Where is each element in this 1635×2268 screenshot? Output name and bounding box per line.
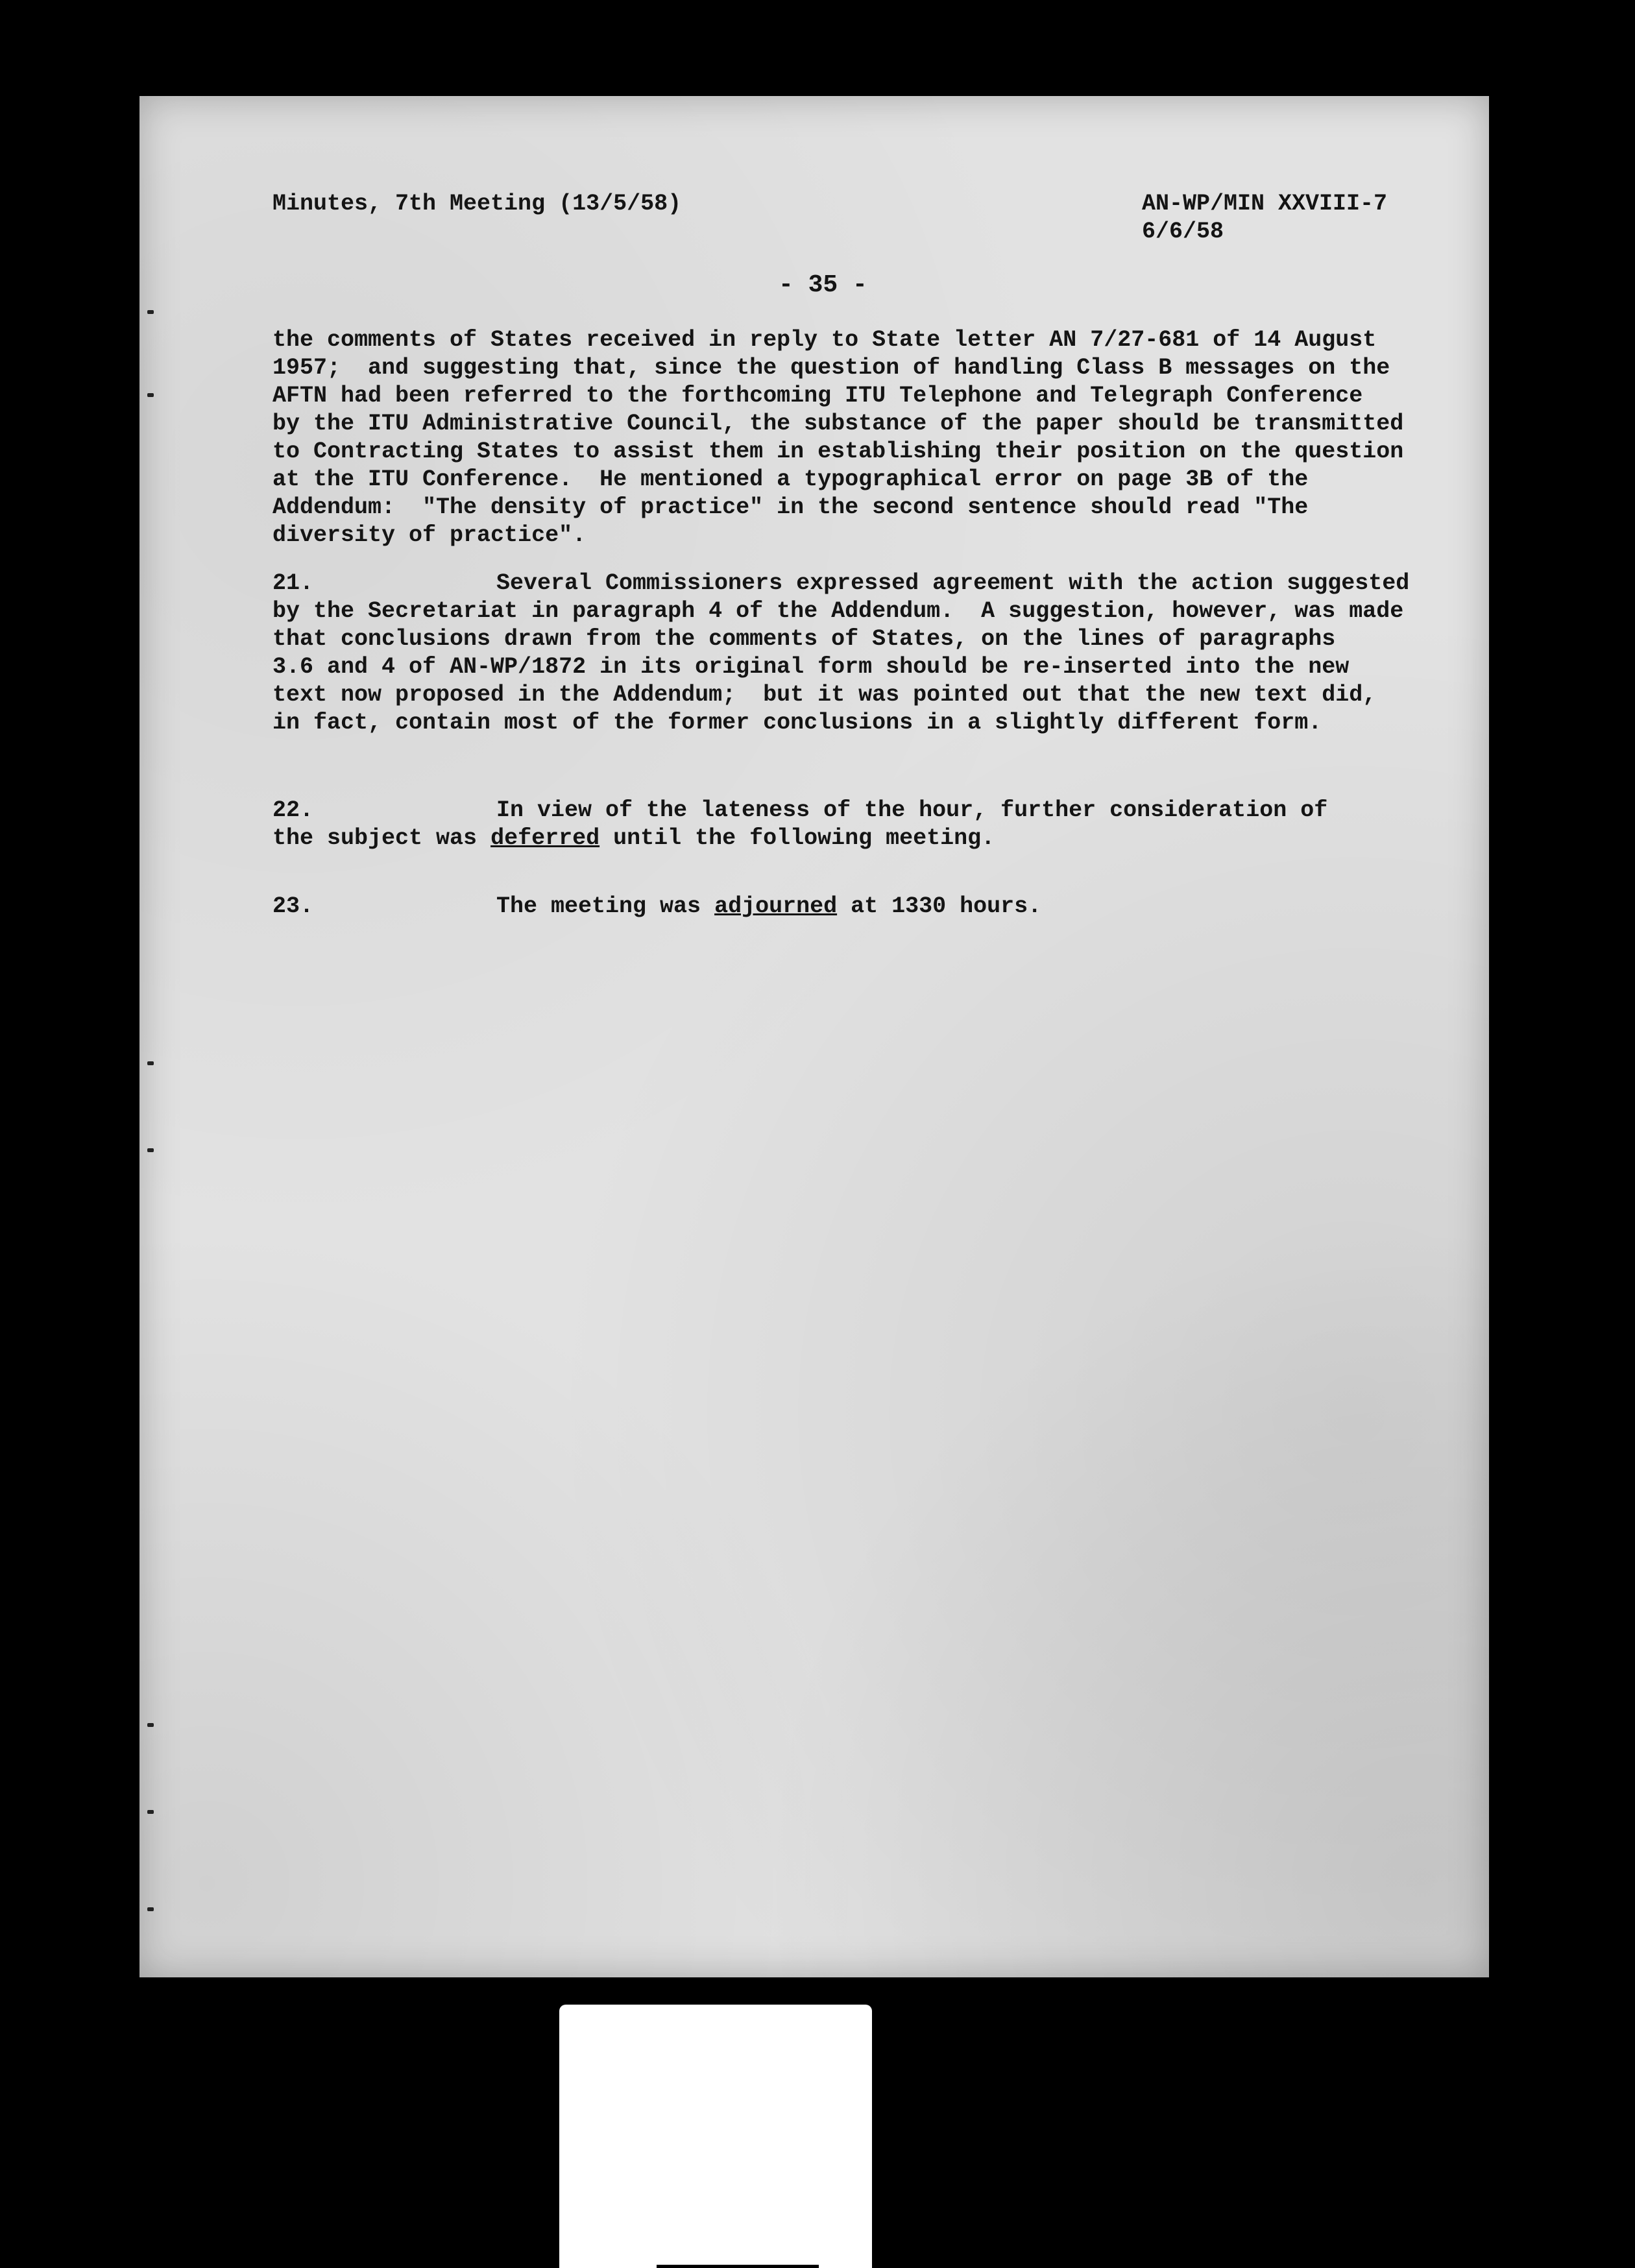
punch-mark [147, 1061, 154, 1065]
underlined-word: adjourned [714, 893, 838, 919]
document-reference [1142, 190, 1387, 246]
text-line: Several Commissioners expressed agreement with the action suggested [496, 570, 1410, 596]
text-line: In view of the lateness of the hour, further consideration of [496, 797, 1328, 823]
intro-paragraph [272, 326, 1403, 549]
underlined-word: deferred [490, 825, 600, 851]
paragraph-21 [272, 570, 1409, 737]
text-line: text now proposed in the Addendum; but it was pointed out that the new text did, [272, 682, 1377, 708]
punch-mark [147, 310, 154, 314]
text-line: diversity of practice". [272, 522, 587, 548]
text-fragment: until the following meeting. [600, 825, 995, 851]
text-fragment: at 1330 hours. [837, 893, 1042, 919]
paragraph-23 [272, 893, 1041, 921]
paragraph-number: 23. [272, 893, 314, 919]
text-line: AFTN had been referred to the forthcoming ITU Telephone and Telegraph Conference [272, 383, 1363, 409]
punch-mark [147, 1723, 154, 1727]
text-line: that conclusions drawn from the comments of States, on the lines of paragraphs [272, 626, 1336, 652]
reference-code: AN-WP/MIN XXVIII-7 [1142, 191, 1388, 217]
paragraph-number: 21. [272, 570, 314, 596]
reference-date: 6/6/58 [1142, 219, 1224, 245]
punch-mark [147, 1148, 154, 1152]
page-number: - 35 - [779, 271, 867, 299]
blank-target-card [559, 2005, 872, 2268]
punch-mark [147, 1907, 154, 1911]
text-line: at the ITU Conference. He mentioned a typographical error on page 3B of the [272, 466, 1309, 492]
text-line: 3.6 and 4 of AN-WP/1872 in its original form should be re-inserted into the new [272, 654, 1350, 680]
text-fragment: the subject was [272, 825, 491, 851]
paragraph-22 [272, 797, 1327, 852]
paragraph-number: 22. [272, 797, 314, 823]
text-line: in fact, contain most of the former conclusions in a slightly different form. [272, 710, 1322, 736]
text-line: Addendum: "The density of practice" in the second sentence should read "The [272, 494, 1309, 520]
document-page [139, 96, 1489, 1977]
text-fragment: The meeting was [496, 893, 715, 919]
text-line: to Contracting States to assist them in establishing their position on the question [272, 439, 1404, 464]
text-line: by the ITU Administrative Council, the substance of the paper should be transmitted [272, 411, 1404, 437]
text-line: the comments of States received in reply to State letter AN 7/27-681 of 14 August [272, 327, 1377, 353]
text-line: by the Secretariat in paragraph 4 of the Addendum. A suggestion, however, was made [272, 598, 1404, 624]
punch-mark [147, 393, 154, 397]
punch-mark [147, 1810, 154, 1814]
text-line: 1957; and suggesting that, since the question of handling Class B messages on the [272, 355, 1390, 381]
card-shadow-edge [657, 2265, 819, 2268]
minutes-header: Minutes, 7th Meeting (13/5/58) [272, 191, 682, 217]
